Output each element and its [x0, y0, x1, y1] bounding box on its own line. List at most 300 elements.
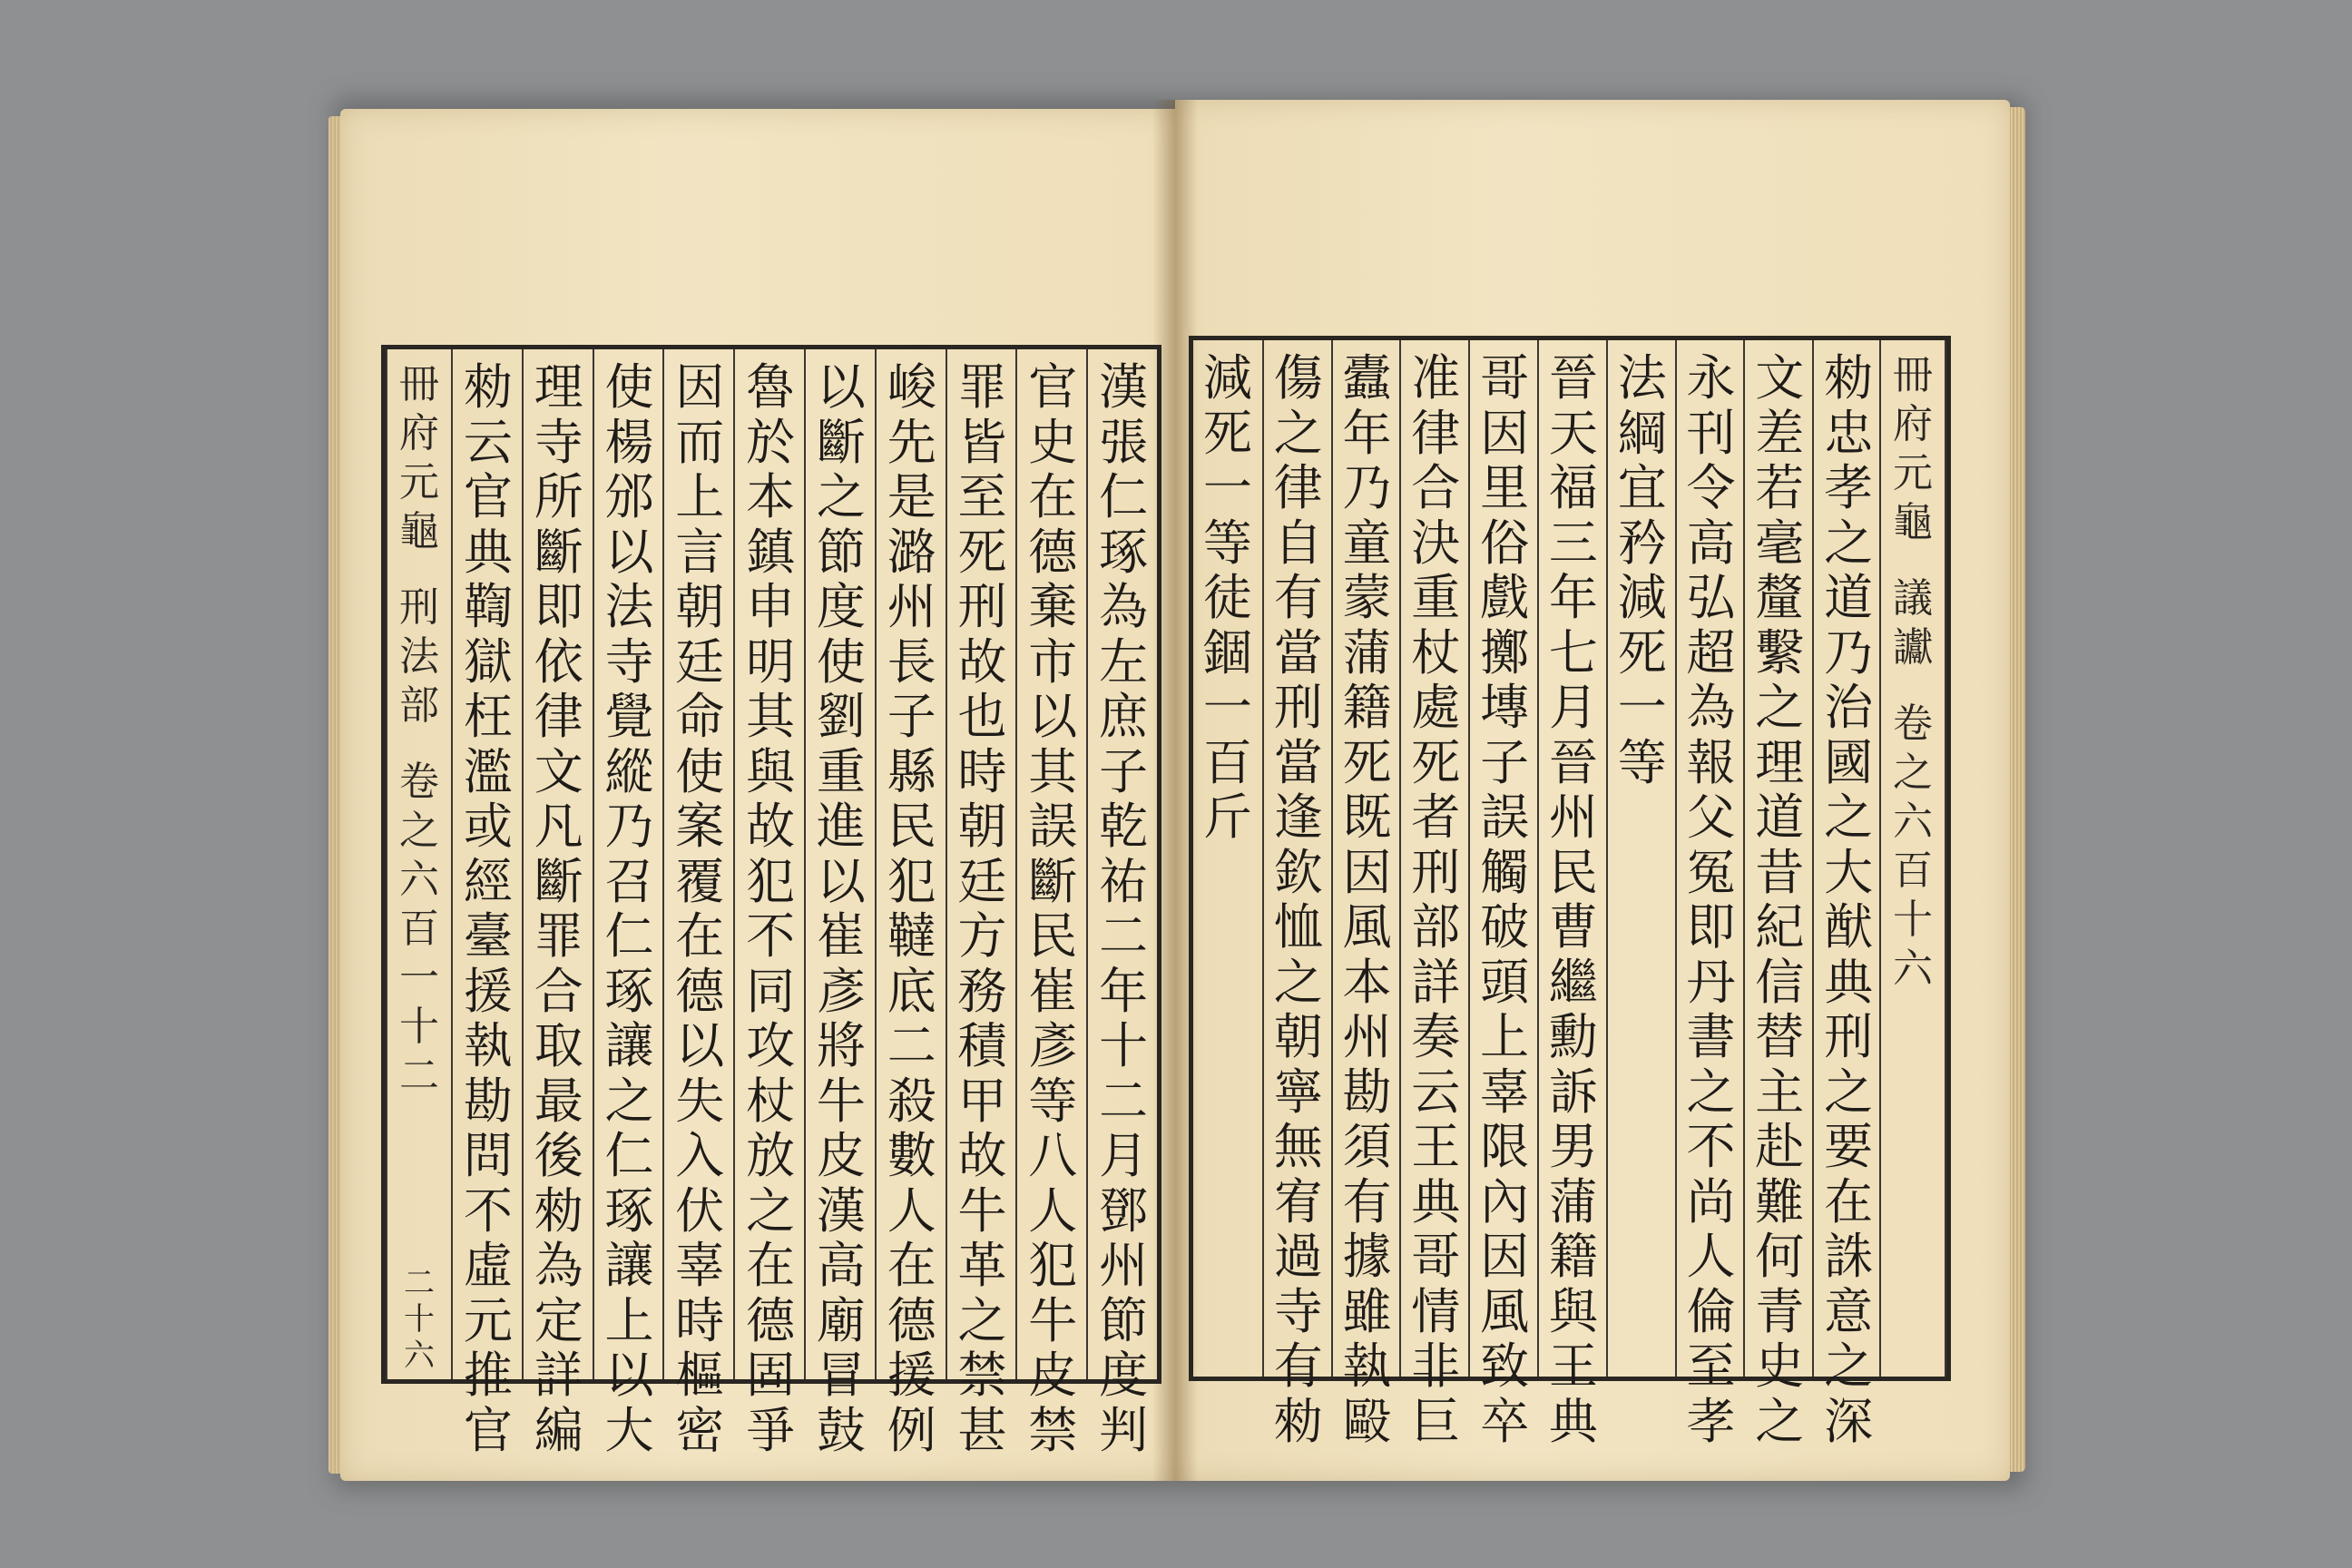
glyph: 最 [534, 1072, 583, 1130]
glyph: 據 [1342, 1228, 1392, 1285]
glyph: 云 [1411, 1063, 1461, 1121]
glyph: 人 [887, 1181, 936, 1240]
glyph: 奏 [1411, 1008, 1461, 1065]
glyph: 文 [534, 742, 583, 800]
glyph: 有 [1273, 569, 1323, 626]
right-text-column [1262, 340, 1333, 1450]
page-number-glyph: 二 [404, 1265, 435, 1301]
glyph: 報 [1686, 733, 1736, 791]
glyph: 毫 [1755, 514, 1805, 572]
right-text-column [1812, 340, 1883, 1450]
left-page-spine [386, 349, 453, 1379]
glyph: 宜 [1617, 459, 1667, 516]
glyph: 彥 [1028, 1017, 1078, 1074]
glyph: 寺 [604, 632, 654, 691]
glyph: 德 [887, 1291, 936, 1349]
glyph: 失 [675, 1072, 725, 1130]
glyph: 彥 [816, 962, 866, 1020]
glyph: 忠 [1824, 404, 1874, 462]
glyph: 朝 [675, 578, 725, 635]
glyph: 大 [604, 1401, 654, 1459]
glyph: 里 [1480, 459, 1530, 516]
glyph: 死 [1617, 623, 1667, 681]
glyph: 詳 [1411, 953, 1461, 1011]
spine-glyph: 府 [399, 410, 439, 456]
glyph: 執 [1342, 1338, 1392, 1395]
glyph: 風 [1342, 898, 1392, 956]
glyph: 十 [1099, 1017, 1149, 1074]
glyph: 度 [816, 578, 866, 635]
glyph: 德 [746, 1291, 796, 1349]
spine-glyph: 百 [399, 906, 439, 952]
left-text-frame [381, 345, 1161, 1459]
glyph: 子 [887, 688, 936, 745]
left-text-column [662, 349, 735, 1459]
glyph: 經 [463, 852, 513, 910]
glyph: 國 [1824, 733, 1874, 791]
glyph: 為 [534, 1237, 583, 1294]
glyph: 左 [1099, 632, 1149, 691]
left-text-column [522, 349, 594, 1459]
glyph: 父 [1686, 789, 1736, 846]
glyph: 年 [1099, 962, 1149, 1020]
glyph: 伏 [675, 1181, 725, 1240]
glyph: 擲 [1480, 623, 1530, 681]
glyph: 辜 [1480, 1063, 1530, 1121]
glyph: 曹 [1548, 898, 1598, 956]
glyph: 破 [1480, 898, 1530, 956]
spine-glyph: 讞 [1893, 624, 1933, 671]
glyph: 減 [1617, 569, 1667, 626]
glyph: 無 [1273, 1118, 1323, 1175]
glyph: 寺 [1273, 1282, 1323, 1340]
glyph: 合 [534, 962, 583, 1020]
glyph: 德 [1028, 523, 1078, 581]
glyph: 一 [1202, 679, 1252, 736]
glyph: 覆 [675, 852, 725, 910]
glyph: 准 [1411, 349, 1461, 407]
glyph: 以 [675, 1017, 725, 1074]
glyph: 例 [887, 1401, 936, 1459]
glyph: 凡 [534, 798, 583, 855]
right-text-column [1399, 340, 1470, 1450]
glyph: 哥 [1480, 349, 1530, 407]
glyph: 既 [1342, 789, 1392, 846]
glyph: 之 [1273, 404, 1323, 462]
glyph: 文 [1755, 349, 1805, 407]
glyph: 臺 [463, 907, 513, 965]
glyph: 刊 [1686, 404, 1736, 462]
glyph: 之 [746, 1181, 796, 1240]
glyph: 故 [957, 1127, 1007, 1184]
glyph: 律 [1273, 459, 1323, 516]
glyph: 寧 [1273, 1063, 1323, 1121]
glyph: 訴 [1548, 1063, 1598, 1121]
glyph: 劉 [816, 688, 866, 745]
glyph: 過 [1273, 1228, 1323, 1285]
page-number-glyph: 十 [404, 1301, 435, 1338]
glyph: 官 [1028, 358, 1078, 416]
glyph: 釐 [1755, 569, 1805, 626]
right-text-column [1743, 340, 1814, 1450]
glyph: 二 [1099, 907, 1149, 965]
spine-glyph: 元 [1893, 450, 1933, 496]
right-text-column [1193, 340, 1262, 1377]
right-text-column [1468, 340, 1539, 1450]
glyph: 鼓 [816, 1401, 866, 1459]
glyph: 蒙 [1342, 569, 1392, 626]
glyph: 縱 [604, 742, 654, 800]
glyph: 在 [746, 1237, 796, 1294]
glyph: 固 [746, 1347, 796, 1404]
left-text-column [804, 349, 877, 1459]
glyph: 令 [1686, 459, 1736, 516]
glyph: 皮 [1028, 1347, 1078, 1404]
glyph: 使 [675, 742, 725, 800]
glyph: 務 [957, 962, 1007, 1020]
glyph: 勑 [1824, 349, 1874, 407]
glyph: 斷 [1028, 852, 1078, 910]
glyph: 密 [675, 1401, 725, 1459]
glyph: 情 [1411, 1282, 1461, 1340]
glyph: 本 [1342, 953, 1392, 1011]
right-page-spine [1879, 340, 1946, 1377]
right-text-column [1675, 340, 1746, 1450]
glyph: 張 [1099, 413, 1149, 471]
spine-glyph: 元 [399, 459, 439, 505]
glyph: 與 [746, 742, 796, 800]
glyph: 為 [1099, 578, 1149, 635]
glyph: 之 [816, 468, 866, 525]
glyph: 難 [1755, 1172, 1805, 1230]
glyph: 於 [746, 413, 796, 471]
glyph: 云 [463, 413, 513, 471]
glyph: 時 [675, 1291, 725, 1349]
left-text-column [1086, 349, 1159, 1459]
glyph: 傷 [1273, 349, 1323, 407]
glyph: 使 [604, 358, 654, 416]
glyph: 籍 [1548, 1228, 1598, 1285]
glyph: 鞫 [463, 578, 513, 635]
glyph: 逢 [1273, 789, 1323, 846]
glyph: 因 [1480, 404, 1530, 462]
glyph: 民 [887, 798, 936, 855]
glyph: 若 [1755, 459, 1805, 516]
glyph: 刑 [1411, 843, 1461, 901]
glyph: 等 [1617, 733, 1667, 791]
glyph: 廷 [957, 852, 1007, 910]
glyph: 主 [1755, 1063, 1805, 1121]
glyph: 丹 [1686, 953, 1736, 1011]
glyph: 卒 [1480, 1392, 1530, 1450]
glyph: 子 [1480, 733, 1530, 791]
page-number [387, 1265, 451, 1374]
glyph: 乃 [604, 798, 654, 855]
glyph: 州 [1099, 1237, 1149, 1294]
glyph: 蒲 [1342, 623, 1392, 681]
glyph: 重 [816, 742, 866, 800]
glyph: 讓 [604, 1017, 654, 1074]
glyph: 觸 [1480, 843, 1530, 901]
glyph: 州 [1548, 789, 1598, 846]
glyph: 皆 [957, 413, 1007, 471]
glyph: 犯 [1028, 1237, 1078, 1294]
left-text-column [946, 349, 1018, 1459]
glyph: 綱 [1617, 404, 1667, 462]
glyph: 爭 [746, 1401, 796, 1459]
glyph: 頭 [1480, 953, 1530, 1011]
glyph: 讓 [604, 1237, 654, 1294]
glyph: 道 [1824, 569, 1874, 626]
glyph: 援 [463, 962, 513, 1020]
glyph: 或 [463, 798, 513, 855]
page-number-glyph: 六 [404, 1338, 435, 1374]
glyph: 恤 [1273, 898, 1323, 956]
glyph: 倫 [1686, 1282, 1736, 1340]
glyph: 官 [463, 1401, 513, 1459]
glyph: 琢 [1099, 523, 1149, 581]
glyph: 法 [1617, 349, 1667, 407]
glyph: 定 [534, 1291, 583, 1349]
glyph: 青 [1755, 1282, 1805, 1340]
glyph: 楊 [604, 413, 654, 471]
glyph: 矜 [1617, 514, 1667, 572]
left-text-column [593, 349, 665, 1459]
spine-glyph: 十 [399, 1004, 439, 1050]
glyph: 王 [1548, 1338, 1598, 1395]
glyph: 典 [1548, 1392, 1598, 1450]
glyph: 編 [534, 1401, 583, 1459]
glyph: 州 [1342, 1008, 1392, 1065]
left-text-column [451, 349, 524, 1459]
glyph: 之 [1686, 1063, 1736, 1121]
glyph: 朝 [957, 798, 1007, 855]
glyph: 與 [1548, 1282, 1598, 1340]
spine-glyph: 卷 [399, 759, 439, 805]
glyph: 庶 [1099, 688, 1149, 745]
glyph: 因 [1342, 843, 1392, 901]
glyph: 月 [1548, 679, 1598, 736]
glyph: 勑 [1273, 1392, 1323, 1450]
glyph: 書 [1686, 1008, 1736, 1065]
glyph: 犯 [746, 852, 796, 910]
spine-glyph: 龜 [399, 508, 439, 554]
glyph: 深 [1824, 1392, 1874, 1450]
glyph: 故 [746, 798, 796, 855]
glyph: 一 [1202, 459, 1252, 516]
glyph: 因 [1480, 1228, 1530, 1285]
glyph: 廟 [816, 1291, 866, 1349]
glyph: 塼 [1480, 679, 1530, 736]
glyph: 當 [1273, 623, 1323, 681]
spine-glyph: 十 [1893, 897, 1933, 943]
glyph: 覺 [604, 688, 654, 745]
glyph: 先 [887, 413, 936, 471]
glyph: 紀 [1755, 898, 1805, 956]
glyph: 節 [1099, 1291, 1149, 1349]
glyph: 有 [1273, 1338, 1323, 1395]
glyph: 人 [1686, 1228, 1736, 1285]
glyph: 七 [1548, 623, 1598, 681]
glyph: 斷 [534, 523, 583, 581]
glyph: 民 [1548, 843, 1598, 901]
glyph: 勑 [463, 358, 513, 416]
glyph: 乾 [1099, 798, 1149, 855]
glyph: 同 [746, 962, 796, 1020]
glyph: 大 [1824, 843, 1874, 901]
glyph: 史 [1028, 413, 1078, 471]
glyph: 者 [1411, 789, 1461, 846]
spine-glyph: 法 [399, 633, 439, 680]
glyph: 依 [534, 632, 583, 691]
left-text-column [875, 349, 947, 1459]
glyph: 鎮 [746, 523, 796, 581]
glyph: 甲 [957, 1072, 1007, 1130]
glyph: 毆 [1342, 1392, 1392, 1450]
glyph: 官 [463, 468, 513, 525]
glyph: 不 [1686, 1118, 1736, 1175]
glyph: 峻 [887, 358, 936, 416]
glyph: 王 [1411, 1118, 1461, 1175]
glyph: 其 [746, 688, 796, 745]
glyph: 差 [1755, 404, 1805, 462]
glyph: 漢 [816, 1181, 866, 1240]
glyph: 縣 [887, 742, 936, 800]
glyph: 在 [1824, 1172, 1874, 1230]
glyph: 子 [1099, 742, 1149, 800]
glyph: 之 [604, 1072, 654, 1130]
glyph: 哥 [1411, 1228, 1461, 1285]
glyph: 典 [1411, 1172, 1461, 1230]
glyph: 取 [534, 1017, 583, 1074]
spine-glyph: 一 [399, 955, 439, 1001]
glyph: 是 [887, 468, 936, 525]
glyph: 天 [1548, 404, 1598, 462]
glyph: 之 [1273, 953, 1323, 1011]
glyph: 勳 [1548, 1008, 1598, 1065]
glyph: 底 [887, 962, 936, 1020]
left-text-column [1015, 349, 1088, 1459]
glyph: 牛 [1028, 1291, 1078, 1349]
glyph: 史 [1755, 1338, 1805, 1395]
glyph: 法 [604, 578, 654, 635]
glyph: 八 [1028, 1127, 1078, 1184]
glyph: 皮 [816, 1127, 866, 1184]
glyph: 一 [1617, 679, 1667, 736]
glyph: 勘 [463, 1072, 513, 1130]
glyph: 重 [1411, 569, 1461, 626]
glyph: 巨 [1411, 1392, 1461, 1450]
glyph: 問 [463, 1127, 513, 1184]
glyph: 案 [675, 798, 725, 855]
glyph: 之 [1824, 1063, 1874, 1121]
glyph: 意 [1824, 1282, 1874, 1340]
glyph: 須 [1342, 1118, 1392, 1175]
glyph: 而 [675, 413, 725, 471]
glyph: 之 [957, 1291, 1007, 1349]
glyph: 治 [1824, 679, 1874, 736]
glyph: 琢 [604, 962, 654, 1020]
glyph: 為 [1686, 679, 1736, 736]
glyph: 典 [1824, 953, 1874, 1011]
spine-glyph: 議 [1893, 575, 1933, 622]
glyph: 猷 [1824, 898, 1874, 956]
glyph: 朝 [1273, 1008, 1323, 1065]
glyph: 元 [463, 1291, 513, 1349]
glyph: 虛 [463, 1237, 513, 1294]
glyph: 判 [1099, 1401, 1149, 1459]
glyph: 之 [1755, 679, 1805, 736]
glyph: 濫 [463, 742, 513, 800]
glyph: 道 [1755, 789, 1805, 846]
glyph: 罪 [534, 907, 583, 965]
glyph: 部 [1411, 898, 1461, 956]
glyph: 至 [957, 468, 1007, 525]
glyph: 替 [1755, 1008, 1805, 1065]
glyph: 攻 [746, 1017, 796, 1074]
glyph: 廷 [675, 632, 725, 691]
glyph: 之 [1824, 789, 1874, 846]
glyph: 錮 [1202, 623, 1252, 681]
glyph: 有 [1342, 1172, 1392, 1230]
glyph: 其 [1028, 742, 1078, 800]
glyph: 詳 [534, 1347, 583, 1404]
glyph: 弘 [1686, 569, 1736, 626]
spine-glyph: 冊 [399, 361, 439, 407]
glyph: 不 [463, 1181, 513, 1240]
glyph: 援 [887, 1347, 936, 1404]
glyph: 以 [816, 358, 866, 416]
glyph: 牛 [816, 1072, 866, 1130]
glyph: 死 [1202, 404, 1252, 462]
glyph: 申 [746, 578, 796, 635]
spine-glyph: 二 [399, 1053, 439, 1099]
glyph: 長 [887, 632, 936, 691]
glyph: 故 [957, 632, 1007, 691]
glyph: 赴 [1755, 1118, 1805, 1175]
glyph: 男 [1548, 1118, 1598, 1175]
glyph: 三 [1548, 514, 1598, 572]
glyph: 在 [675, 907, 725, 965]
glyph: 人 [1028, 1181, 1078, 1240]
glyph: 誤 [1480, 789, 1530, 846]
glyph: 琢 [604, 1181, 654, 1240]
glyph: 之 [1824, 1338, 1874, 1395]
glyph: 棄 [1028, 578, 1078, 635]
glyph: 刑 [1273, 679, 1323, 736]
glyph: 方 [957, 907, 1007, 965]
glyph: 之 [1824, 514, 1874, 572]
right-text-frame [1189, 336, 1951, 1450]
glyph: 仁 [604, 907, 654, 965]
glyph: 等 [1028, 1072, 1078, 1130]
glyph: 即 [1686, 898, 1736, 956]
glyph: 俗 [1480, 514, 1530, 572]
glyph: 晉 [1548, 733, 1598, 791]
glyph: 枉 [463, 688, 513, 745]
glyph: 孝 [1686, 1392, 1736, 1450]
glyph: 後 [534, 1127, 583, 1184]
glyph: 年 [1342, 404, 1392, 462]
glyph: 辜 [675, 1237, 725, 1294]
glyph: 將 [816, 1017, 866, 1074]
glyph: 積 [957, 1017, 1007, 1074]
glyph: 上 [1480, 1008, 1530, 1065]
spine-glyph: 之 [1893, 750, 1933, 796]
glyph: 仁 [1099, 468, 1149, 525]
glyph: 節 [816, 523, 866, 581]
glyph: 誤 [1028, 798, 1078, 855]
